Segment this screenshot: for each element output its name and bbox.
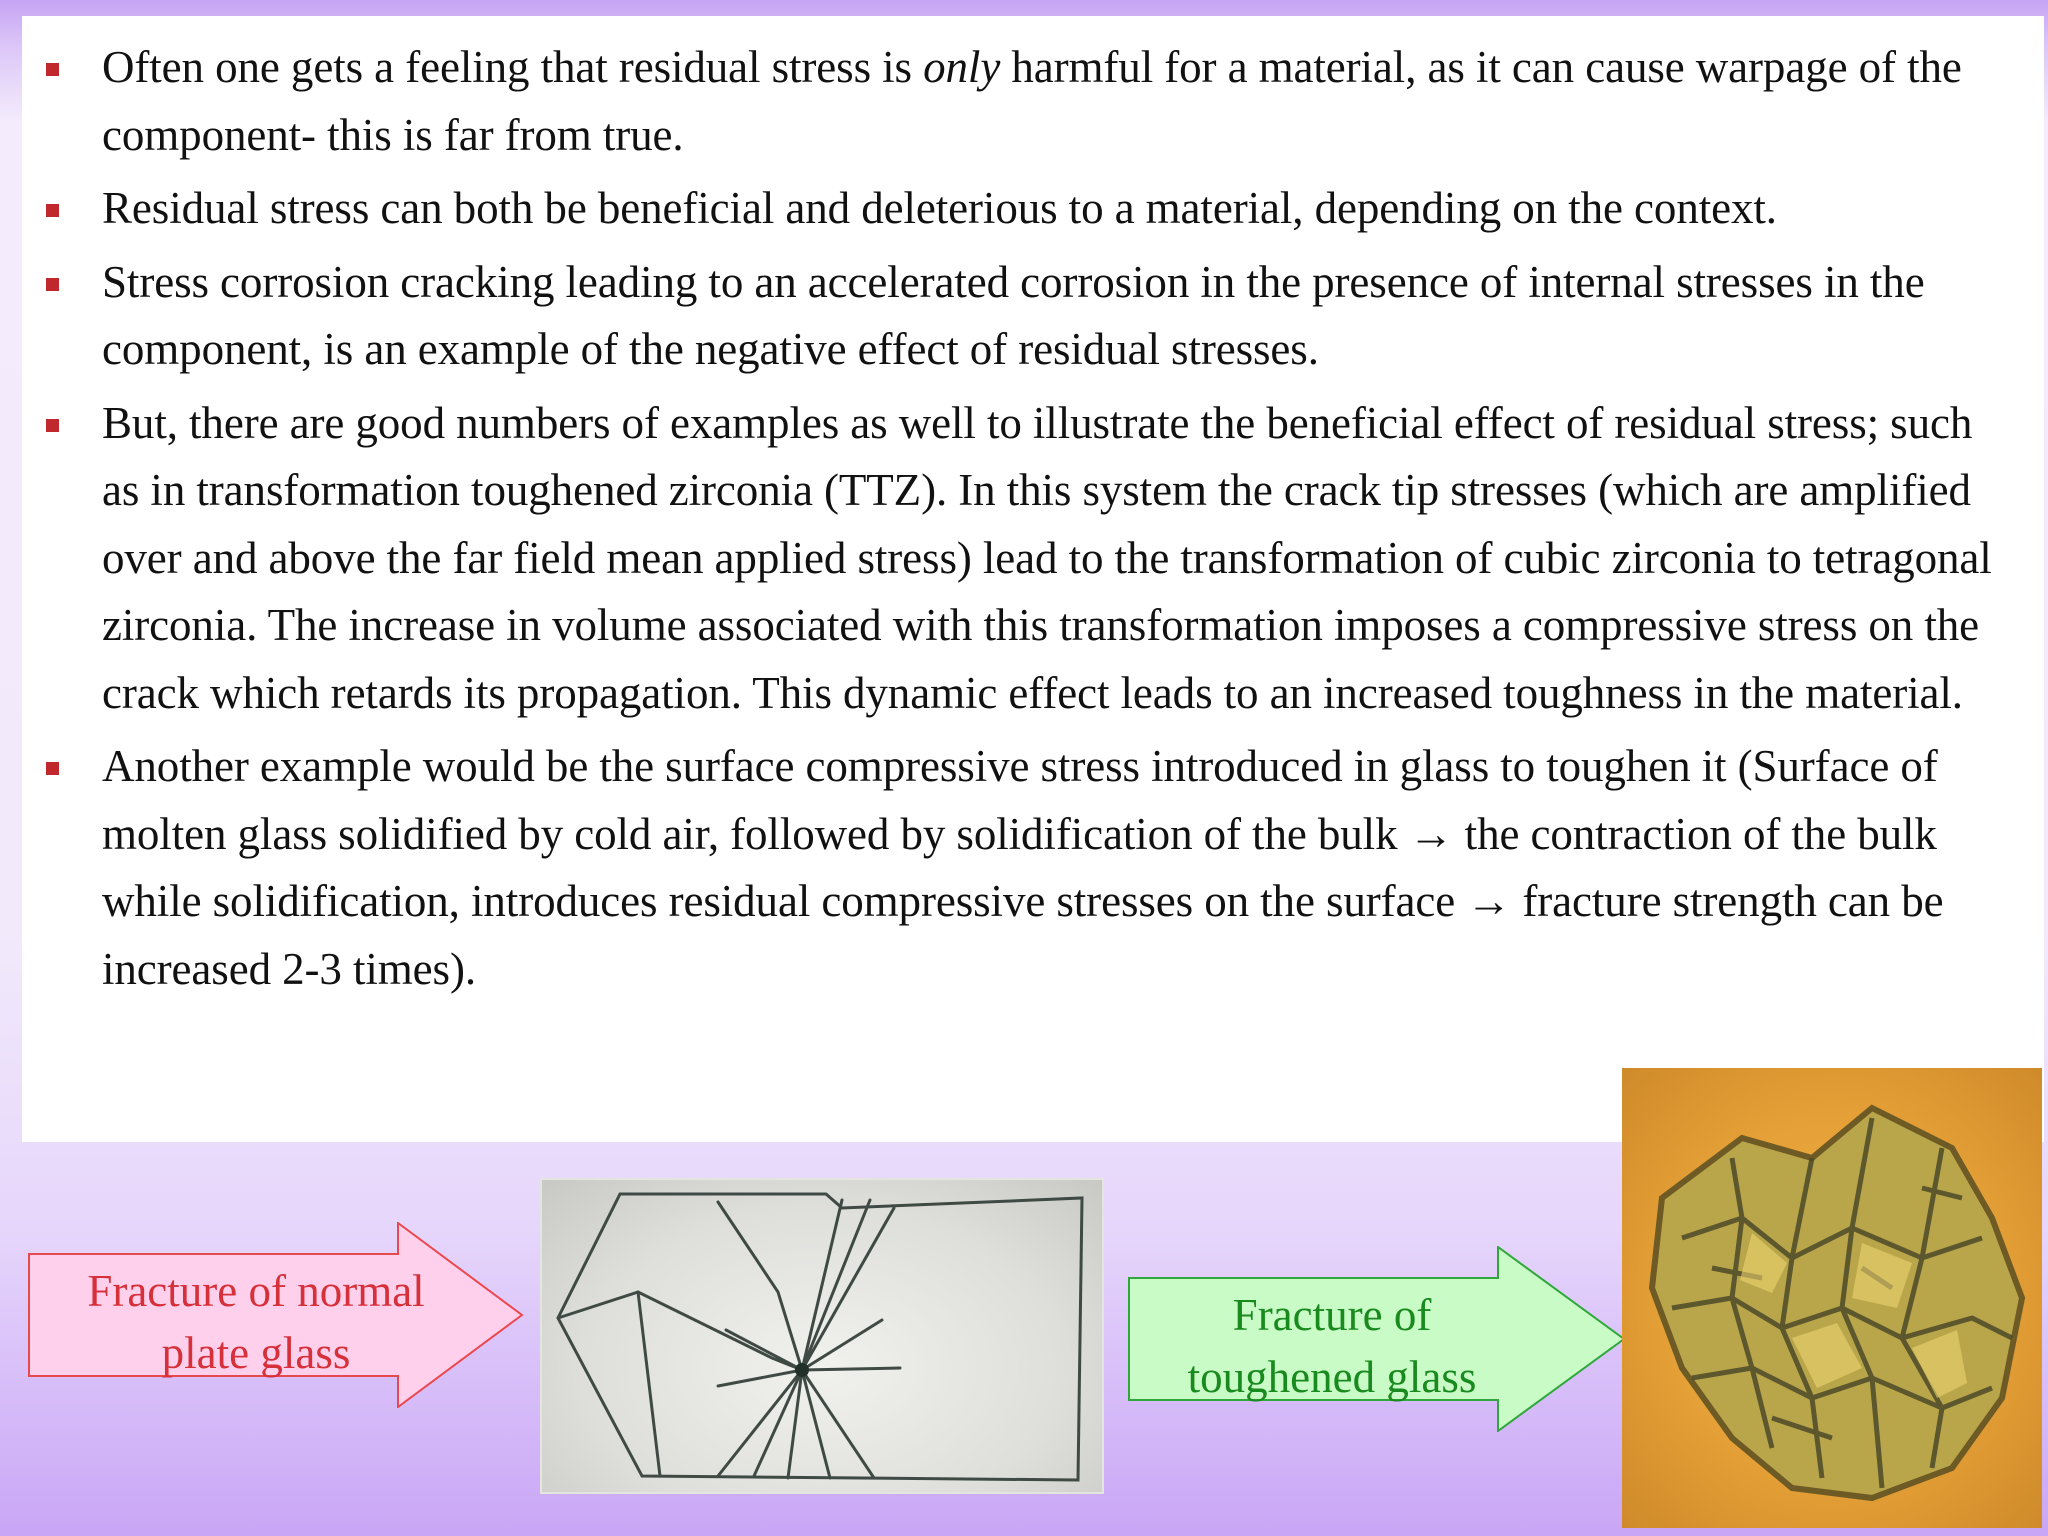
normal-glass-fracture-photo [540, 1178, 1104, 1494]
bullet-item [22, 390, 2020, 728]
square-bullet-icon [46, 204, 59, 217]
bullet-item [22, 249, 2020, 384]
bullet-item [22, 733, 2020, 1003]
toughened-glass-fracture-photo [1622, 1068, 2042, 1528]
bullet-text: Another example would be the surface compressive stress introduced in glass to toughen it (Surface of molten glass solidified by cold air, followed by solidification of the bulk → the contraction of the bulk while solidification, introduces residual compressive stresses on the surface → fracture strength can be increased 2-3 times). [102, 741, 1944, 994]
cracked-glass-illustration [542, 1180, 1102, 1492]
bullet-text: Stress corrosion cracking leading to an accelerated corrosion in the presence of internal stresses in the component, is an example of the negative effect of residual stresses. [102, 256, 1925, 374]
caption-line: toughened glass [1187, 1352, 1477, 1402]
square-bullet-icon [46, 63, 59, 76]
caption-line: plate glass [161, 1328, 351, 1378]
square-bullet-icon [46, 419, 59, 432]
bullet-text: Residual stress can both be beneficial and deleterious to a material, depending on the context. [102, 183, 1777, 233]
normal-glass-caption [32, 1260, 480, 1384]
bullet-text: Often one gets a feeling that residual stress is only harmful for a material, as it can cause warpage of the component- this is far from true. [102, 42, 1962, 160]
shattered-glass-illustration [1622, 1068, 2042, 1528]
bullet-item [22, 175, 2020, 243]
square-bullet-icon [46, 278, 59, 291]
bullet-text: But, there are good numbers of examples as well to illustrate the beneficial effect of residual stress; such as in transformation toughened zirconia (TTZ). In this system the crack tip stresses (which are amplified over and above the far field mean applied stress) lead to the transformation of cubic zirconia to tetragonal zirconia. The increase in volume associated with this transformation imposes a compressive stress on the crack which retards its propagation. This dynamic effect leads to an increased toughness in the material. [102, 397, 1992, 718]
text-panel [22, 16, 2044, 1142]
square-bullet-icon [46, 762, 59, 775]
toughened-glass-callout-arrow [1128, 1246, 1626, 1432]
toughened-glass-caption [1128, 1284, 1536, 1408]
normal-glass-callout-arrow [28, 1222, 524, 1408]
caption-line: Fracture of normal [87, 1266, 425, 1316]
caption-line: Fracture of [1232, 1290, 1432, 1340]
bullet-list [22, 34, 2020, 1003]
bullet-item [22, 34, 2020, 169]
